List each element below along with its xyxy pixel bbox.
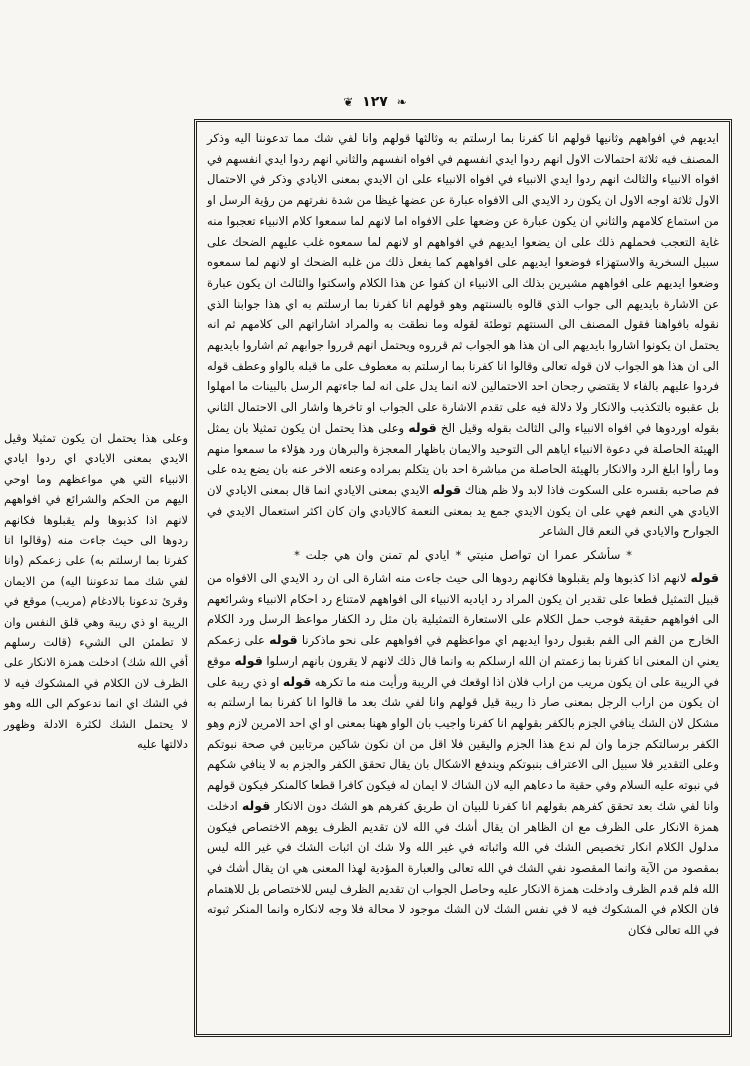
right-ornament-icon: ❧ (396, 95, 407, 109)
page-number (0, 94, 750, 110)
page-number-text: ١٢٧ (362, 94, 388, 110)
heading-keyword: قوله (690, 570, 719, 586)
commentary-3: لانهم اذا كذبوها ولم يقبلوها فكانهم ردوها الى حيث جاءت منه اشارة الى ان رد الايدي الى الافواه من قبيل التمثيل قطعا على تقدير ان يكون المراد رد اياديه الانبياء الى افواههم لامتناع رد احكام الانبياء وشرائعهم الى افواههم حقيقة فوجب حمل الكلام على الاستعارة التمثيلية بان مثل رد الكفار مواعظ الرسل ورد الكلام الخارج من الفم الى الفم بقبول ردوا ايديهم اي مواعظهم في افواههم على نحو ماذكرنا (207, 571, 720, 648)
commentary-6: او ذي ريبة على ان يكون من اراب الرجل بمعنى صار ذا ريبة قيل قولهم وانا لفي شك بعد ما قالوا انا كفرنا بما ارسلتم به مشكل لان الشك ينافي الجزم بالكفر بقولهم انا كفرنا واجيب بان الواو ههنا بمعنى او اي احد الامرين لازم وهو الكفر برسالتكم جزما وان لم ندع هذا الجزم واليقين فلا اقل من ان نكون شاكين مرتابين في صحة نبوتكم وعلى التقدير فلا سبيل الى الاعتراف بنبوتكم ويندفع الاشكال بان يقال تحقق الكفر والجزم به لا ينافي شكهم في نبوته عليه السلام وفي حقية ما دعاهم اليه لان الشاك لا ايمان له فيكون كافرا قطعا كالمنكر فيكون قولهم وانا لفي شك بعد تحقق كفرهم بقولهم انا كفرنا للبيان ان طريق كفرهم هو الشك دون الانكار (207, 674, 719, 813)
paragraph-1: ايديهم في افواههم وثانيها قولهم انا كفرنا بما ارسلتم به وثالثها قولهم وانا لفي شك مما تدعوننا اليه وذكر المصنف فيه ثلاثة احتمالات الاول انهم ردوا ايدي انفسهم في افواه انفسهم والثاني انهم ردوا ايدي انفسهم في افواه الانبياء والثالث انهم ردوا ايدي الانبياء في افواه الانبياء على ان الايدي بمعنى الايادي وذكر في الاحتمال الاول ثلاثة اوجه الاول ان يكون رد الايدي الى الافواه عبارة عن عضها غيظا من شدة نفرتهم من رؤية الرسل او من استماع كلامهم والثاني ان يكون عبارة عن وضعها على الافواه اما لانهم لما سمعوا كلام الانبياء تعجبوا منه غاية التعجب فحملهم ذلك على ان يضعوا ايديهم في افواههم او لانهم لما سمعوه غلب عليهم الضحك على سبيل السخرية والاستهزاء فوضعوا ايديهم على افواههم كما يفعل ذلك من غلبه الضحك او لانهم لما سمعوه وضعوا ايديهم على افواههم مشيرين بذلك الى الانبياء ان كفوا عن هذا الكلام واسكتوا والثالث ان يكون عبارة عن الاشارة بايديهم الى جواب الذي قالوه بالسنتهم وهو قولهم انا كفرنا بما ارسلتم به اي هذا جوابنا الذي نقوله بافواهنا فقول المصنف الى السنتهم توطئة لقوله وما نطقت به والمراد اشاراتهم الى كلامهم ثم انه يحتمل ان يكونوا اشاروا بايديهم الى ان هذا هو الجواب ثم قرروه ويحتمل انهم قرروا جوابهم ثم اشاروا بايديهم الى ان هذا هو الجواب لان قوله تعالى وقالوا انا كفرنا بما ارسلتم به معطوف على ما قبله بالواو وعطف قوله فردوا عليهم بالفاء لا يقتضي رجحان احد الاحتمالين لانه انما يدل على انه لما جاءتهم الرسل بالبينات ما امهلوا بل عقبوه بالتكذيب والانكار ولا دلالة فيه على تقدم الاشارة على الجواب او تاخرها واشار الى الاحتمال الثاني بقوله اوردوها في افواه الانبياء والى الثالث بقوله وقيل الخ (207, 131, 720, 435)
left-ornament-icon: ❦ (343, 95, 354, 109)
heading-keyword: قوله (241, 797, 271, 813)
commentary-5: موقع في الريبة على ان يكون مريب من اراب فلان اذا اوقعك في الريبة ورأيت منه ما تكرهه (207, 653, 720, 689)
heading-keyword: قوله (234, 652, 263, 668)
verse-hemistich-second: ايادي لم تمنن وان هي جلت (305, 548, 450, 563)
heading-keyword: قوله (282, 673, 312, 689)
verse-mark: * (293, 548, 300, 563)
commentary-2: الايدي بمعنى الايادي انما قال بمعنى الايادي لان الايادي هي النعم فهي على ان يكون الايدي جمع يد بمعنى النعمة كالايادي وان كان اكثر استعمال الايدي في الجوارح والايادي في النعم قال الشاعر (207, 482, 719, 539)
main-text-continued (207, 568, 719, 941)
commentary-7: ادخلت همزة الانكار على الظرف مع ان الظاهر ان يقال أشك في الله لان تقديم الظرف يوهم الاختصاص فيكون مدلول الكلام انكار تخصيص الشك في الله واثباته في غير الله ولا شك ان اثبات الشك في غير الله ليس بمقصود من الآية وانما المقصود نفي الشك في الله تعالى والعبارة المؤدية لهذا المعنى هي ان يقال أشك في الله فلم قدم الظرف وادخلت همزة الانكار عليه وحاصل الجواب ان تقديم الظرف ليس للاختصاص بل للاهتمام فان الكلام في المشكوك فيه لا في نفس الشك لان الشك موجود لا محالة فلا وجه لانكاره وانما المنكر ثبوته في الله تعالى فكان (207, 798, 719, 938)
main-text-frame (194, 119, 732, 1037)
verse-hemistich-first: سأشكر عمرا ان تواصل منيتي (466, 548, 621, 563)
verse-mark: * (455, 548, 462, 563)
commentary-1: وعلى هذا يحتمل ان يكون تمثيلا بان يمثل الهيئة الحاصلة في دعوة الانبياء اياهم الى التوحيد والايمان باظهار المعجزة والبرهان ورد هؤلاء ما سمعوا منهم وما رأوا ابلغ الرد والانكار بالهيئة الحاصلة من مباشرة احد بان يتكلم بمراده وعنعه الاخر عنه بان يضع يده على فم صاحبه بقسره على السكوت فاذا لابد ولا ظم هناك (207, 420, 720, 497)
heading-keyword: قوله (408, 419, 437, 435)
commentary-4: على زعمكم يعني ان المعنى انا كفرنا بما زعمتم ان الله ارسلكم به وانما قال ذلك لانهم لا يقرون بانهم ارسلوا (207, 633, 719, 668)
verse-mark: * (626, 548, 633, 563)
main-text (207, 128, 719, 542)
poetry-verse (207, 544, 719, 566)
heading-keyword: قوله (432, 481, 462, 497)
margin-note: وعلى هذا يحتمل ان يكون تمثيلا وقيل الايدي بمعنى الايادي اي ردوا ايادي الانبياء التي هي مواعظهم وما اوحي اليهم من الحكم والشرائع في افواههم لانهم اذا كذبوها ولم يقبلوها فكانهم ردوها الى حيث جاءت منه (وقالوا انا كفرنا بما ارسلتم به) على زعمكم (وانا لفي شك مما تدعوننا اليه) من الايمان وقرئ تدعونا بالادغام (مريب) موقع في الريبة او ذي ريبة وهي قلق النفس وان لا تطمئن الى الشيء (قالت رسلهم أفي الله شك) ادخلت همزة الانكار على الظرف لان الكلام في المشكوك فيه لا في الشك اي انما ندعوكم الى الله وهو لا يحتمل الشك لكثرة الادلة وظهور دلالتها عليه (4, 431, 188, 752)
heading-keyword: قوله (269, 632, 298, 648)
